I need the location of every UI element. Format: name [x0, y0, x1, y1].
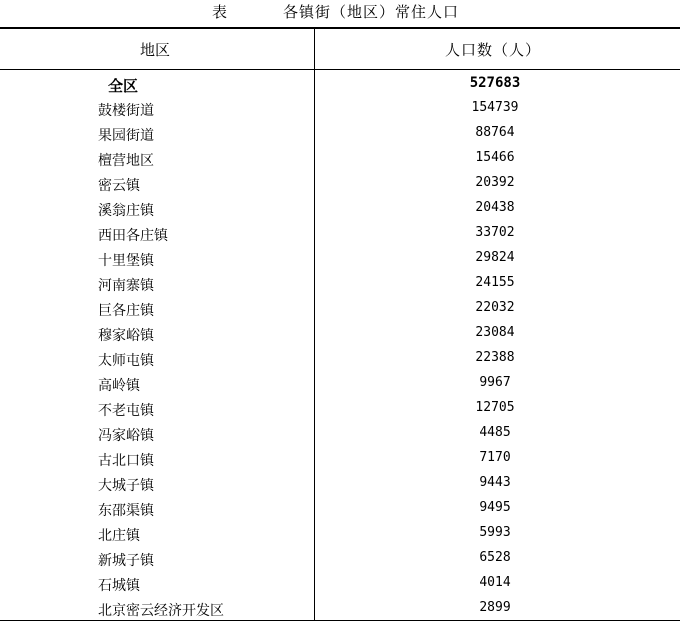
region-name: 鼓楼街道	[98, 103, 154, 119]
population-value: 22388	[475, 350, 515, 365]
table-row	[0, 247, 680, 272]
population-value: 24155	[475, 275, 515, 290]
header-population: 人口数（人）	[445, 41, 542, 59]
population-value: 4014	[479, 575, 511, 590]
population-value: 9967	[479, 375, 511, 390]
table-top-rule	[0, 27, 680, 29]
population-value: 20438	[475, 200, 515, 215]
table-row	[0, 297, 680, 322]
region-name: 溪翁庄镇	[98, 203, 154, 219]
population-value: 2899	[479, 600, 511, 615]
table-row	[0, 322, 680, 347]
population-value: 527683	[469, 75, 521, 91]
table-row	[0, 172, 680, 197]
population-value: 4485	[479, 425, 511, 440]
population-value: 9443	[479, 475, 511, 490]
table-caption	[0, 0, 683, 22]
population-value: 20392	[475, 175, 515, 190]
table-row	[0, 372, 680, 397]
table-row	[0, 472, 680, 497]
table-row	[0, 147, 680, 172]
region-name: 穆家峪镇	[98, 328, 154, 344]
population-value: 12705	[475, 400, 515, 415]
region-name: 北庄镇	[98, 528, 140, 544]
region-name: 不老屯镇	[98, 403, 154, 419]
region-name: 西田各庄镇	[98, 228, 168, 244]
region-name: 高岭镇	[98, 378, 140, 394]
population-value: 9495	[479, 500, 511, 515]
table-row	[0, 547, 680, 572]
region-name: 东邵渠镇	[98, 503, 154, 519]
table-body	[0, 72, 680, 622]
table-row	[0, 572, 680, 597]
population-value: 33702	[475, 225, 515, 240]
caption-title: 各镇街（地区）常住人口	[283, 3, 460, 21]
region-name: 密云镇	[98, 178, 140, 194]
population-value: 23084	[475, 325, 515, 340]
region-name: 河南寨镇	[98, 278, 154, 294]
region-name: 檀营地区	[98, 153, 154, 169]
population-value: 7170	[479, 450, 511, 465]
table-row	[0, 447, 680, 472]
table-row	[0, 597, 680, 622]
table-row	[0, 197, 680, 222]
region-name: 古北口镇	[98, 453, 154, 469]
caption-label: 表	[212, 3, 228, 21]
table-row	[0, 222, 680, 247]
population-value: 29824	[475, 250, 515, 265]
table-row	[0, 97, 680, 122]
table-row	[0, 272, 680, 297]
table-row-total	[0, 72, 680, 97]
table-row	[0, 497, 680, 522]
table-bottom-rule	[0, 620, 680, 621]
region-name: 巨各庄镇	[98, 303, 154, 319]
table-row	[0, 522, 680, 547]
header-region: 地区	[140, 41, 171, 59]
table-row	[0, 347, 680, 372]
table-row	[0, 122, 680, 147]
population-value: 88764	[475, 125, 515, 140]
region-name: 全区	[108, 77, 139, 95]
population-value: 154739	[471, 100, 519, 115]
region-name: 新城子镇	[98, 553, 154, 569]
region-name: 果园街道	[98, 128, 154, 144]
table-row	[0, 422, 680, 447]
table-row	[0, 397, 680, 422]
population-value: 5993	[479, 525, 511, 540]
region-name: 北京密云经济开发区	[98, 603, 224, 619]
header-rule	[0, 69, 680, 70]
region-name: 大城子镇	[98, 478, 154, 494]
population-value: 15466	[475, 150, 515, 165]
region-name: 冯家峪镇	[98, 428, 154, 444]
population-value: 22032	[475, 300, 515, 315]
population-value: 6528	[479, 550, 511, 565]
region-name: 石城镇	[98, 578, 140, 594]
region-name: 太师屯镇	[98, 353, 154, 369]
region-name: 十里堡镇	[98, 253, 154, 269]
